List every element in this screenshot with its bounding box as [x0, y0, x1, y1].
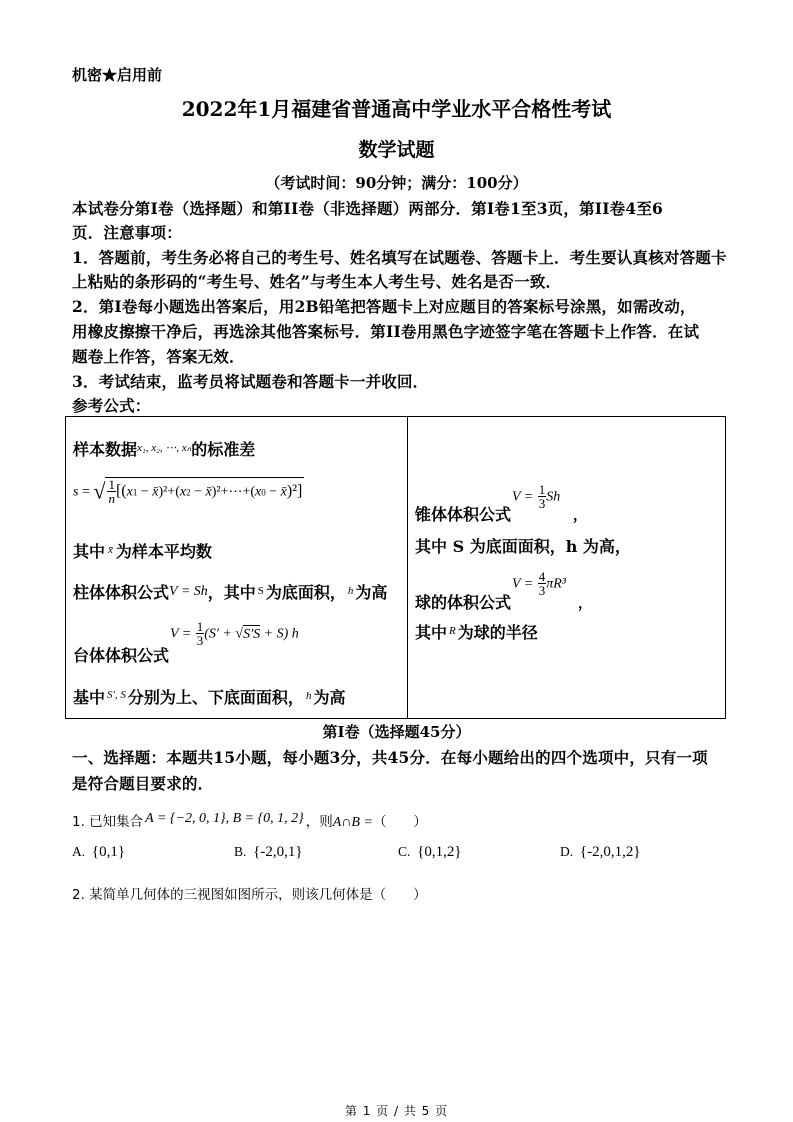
frustum-volume-label: 台体体积公式 — [73, 646, 170, 665]
sphere-volume-formula: V = $\frac{4}{3}$ πR³ — [512, 569, 566, 598]
sphere-volume-label: 球的体积公式 — [415, 593, 512, 612]
note-1-line-1: 1．答题前，考生务必将自己的考生号、姓名填写在试题卷、答题卡上．考生要认真核对答题卡 — [72, 248, 727, 267]
std-dev-formula: s = √ $\frac{1}{n}$ [(x1 − x̄)²+(x2 − x̄)²+⋯+(x0 − x̄)²] — [73, 477, 303, 506]
formula-cell-right — [408, 417, 726, 719]
frustum-volume-formula: V = $\frac{1}{3}$ (S′ + √S′S + S) h — [170, 619, 299, 648]
exam-subtitle: 数学试题 — [358, 139, 435, 161]
note-1-line-2: 上粘贴的条形码的“考生号、姓名”与考生本人考生号、姓名是否一致． — [72, 272, 562, 291]
intro-line-2: 页．注意事项： — [72, 223, 182, 242]
section-instructions-line-1: 一、选择题：本题共15小题，每小题3分，共45分．在每小题给出的四个选项中，只有一项 — [72, 748, 708, 767]
formula-cell-left — [66, 417, 408, 719]
frustum-note: 基中 $^{S', S}$ 分别为上、下底面面积， $^h$ 为高 — [73, 688, 346, 707]
confidential-label: 机密★启用前 — [72, 66, 163, 84]
section-instructions-line-2: 是符合题目要求的． — [72, 774, 214, 793]
cone-volume-label: 锥体体积公式 — [415, 505, 512, 524]
formula-label: 参考公式： — [72, 396, 151, 415]
exam-title: 2022年1月福建省普通高中学业水平合格性考试 — [181, 97, 612, 121]
sphere-note: 其中 $^R$ 为球的半径 — [415, 623, 538, 642]
note-2-line-1: 2．第I卷每小题选出答案后，用2B铅笔把答题卡上对应题目的答案标号涂黑，如需改动， — [72, 297, 696, 316]
mean-note: 其中 $^{x̄}$ 为样本平均数 — [73, 542, 212, 561]
page-footer: 第 1 页 / 共 5 页 — [344, 1104, 449, 1118]
sphere-comma: ， — [578, 596, 592, 612]
reference-formula-table — [65, 416, 726, 719]
section-title: 第I卷（选择题45分） — [322, 723, 471, 741]
option-d[interactable]: D. {-2,0,1,2} — [560, 844, 641, 860]
exam-info: （考试时间：90分钟；满分：100分） — [265, 174, 528, 192]
option-b[interactable]: B. {-2,0,1} — [234, 844, 303, 860]
prism-volume-formula: 柱体体积公式V = Sh，其中 $^S$ 为底面积， $^h$ 为高 — [73, 583, 388, 602]
note-2-line-2: 用橡皮擦擦干净后，再选涂其他答案标号．第II卷用黑色字迹签字笔在答题卡上作答．在试 — [72, 322, 700, 341]
question-1: 1. 已知集合 A = {−2, 0, 1}, B = {0, 1, 2} ，则A∩B =（ ） — [72, 811, 427, 830]
option-a[interactable]: A. {0,1} — [72, 844, 126, 860]
sample-vars: x₁, x₂, ⋯, xₙ — [137, 442, 192, 454]
cone-note: 其中 S 为底面面积，h 为高， — [415, 537, 631, 556]
question-2: 2. 某简单几何体的三视图如图所示，则该几何体是（ ） — [72, 887, 427, 903]
cone-comma: ， — [573, 508, 587, 524]
intro-line-1: 本试卷分第I卷（选择题）和第II卷（非选择题）两部分．第I卷1至3页，第II卷4至6 — [72, 199, 664, 218]
question-1-sets: A = {−2, 0, 1}, B = {0, 1, 2} — [145, 811, 304, 826]
cone-volume-formula: V = $\frac{1}{3}$ Sh — [512, 482, 561, 511]
note-2-line-3: 题卷上作答，答案无效． — [72, 347, 245, 366]
note-3-line-1: 3．考试结束，监考员将试题卷和答题卡一并收回． — [72, 372, 429, 391]
std-dev-label: 样本数据$^{x_1, x_2, \cdots, x_n}$的标准差 — [73, 440, 256, 459]
option-c[interactable]: C. {0,1,2} — [398, 844, 462, 860]
